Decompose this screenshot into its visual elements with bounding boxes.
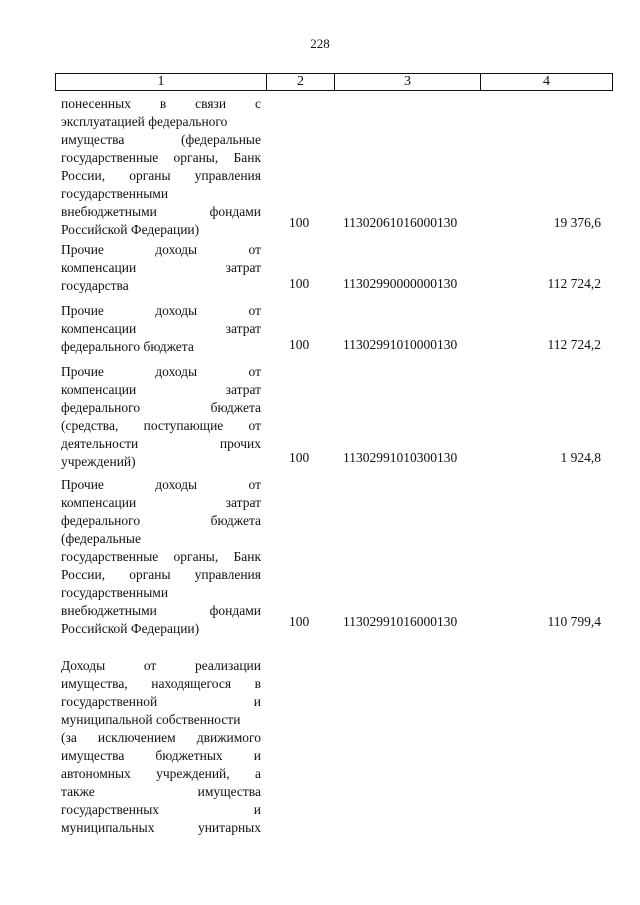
desc-line: имущества (федеральные (61, 132, 261, 147)
desc-line: федерального бюджета (61, 400, 261, 415)
desc-line: Доходы от реализации (61, 658, 261, 673)
desc-line: государственных и (61, 802, 261, 817)
desc-line: государственной и (61, 694, 261, 709)
table-row (61, 476, 601, 638)
desc-line: имущества, находящегося в (61, 676, 261, 691)
desc-line: (федеральные (61, 531, 141, 546)
row-code: 100 (289, 614, 310, 629)
desc-line: государственные органы, Банк (61, 150, 261, 165)
row-code: 100 (289, 215, 310, 230)
desc-line: компенсации затрат (61, 260, 261, 275)
table-row (61, 95, 601, 239)
row-description (61, 302, 261, 356)
desc-line: Прочие доходы от (61, 303, 261, 318)
header-col-4: 4 (543, 74, 550, 89)
row-code: 100 (289, 337, 310, 352)
row-kbk: 11302991016000130 (343, 614, 458, 629)
desc-line: компенсации затрат (61, 495, 261, 510)
desc-line: России, органы управления (61, 168, 261, 183)
header-col-3: 3 (335, 74, 481, 90)
desc-line: государственными (61, 585, 169, 600)
desc-line: государственными (61, 186, 169, 201)
table-row (61, 657, 601, 837)
row-kbk: 11302061016000130 (343, 215, 458, 230)
desc-line: компенсации затрат (61, 321, 261, 336)
row-amount: 1 924,8 (560, 450, 601, 465)
desc-line: муниципальной собственности (61, 712, 241, 727)
table-row (61, 363, 601, 471)
row-kbk: 11302991010000130 (343, 337, 458, 352)
row-description (61, 241, 261, 295)
row-code: 100 (289, 276, 310, 291)
desc-line: (за исключением движимого (61, 730, 261, 745)
table-header (55, 73, 613, 91)
row-amount: 112 724,2 (547, 276, 601, 291)
table-row (61, 241, 601, 297)
row-description (61, 657, 261, 837)
row-code: 100 (289, 450, 310, 465)
desc-line: эксплуатацией федерального (61, 114, 228, 129)
desc-line: (средства, поступающие от (61, 418, 261, 433)
table-row (61, 302, 601, 358)
row-amount: 110 799,4 (547, 614, 601, 629)
desc-line: автономных учреждений, а (61, 766, 261, 781)
desc-line: имущества бюджетных и (61, 748, 261, 763)
row-amount: 19 376,6 (553, 215, 601, 230)
desc-line: муниципальных унитарных (61, 820, 261, 835)
page-number: 228 (310, 36, 330, 51)
desc-line: понесенных в связи с (61, 96, 261, 111)
desc-line: России, органы управления (61, 567, 261, 582)
desc-line: учреждений) (61, 454, 136, 469)
desc-line: также имущества (61, 784, 261, 799)
desc-line: Прочие доходы от (61, 242, 261, 257)
desc-line: федерального бюджета (61, 513, 261, 528)
desc-line: деятельности прочих (61, 436, 261, 451)
desc-line: внебюджетными фондами (61, 204, 261, 219)
row-kbk: 11302991010300130 (343, 450, 458, 465)
row-description (61, 476, 261, 638)
desc-line: Российской Федерации) (61, 621, 200, 636)
desc-line: государства (61, 278, 129, 293)
desc-line: Прочие доходы от (61, 364, 261, 379)
desc-line: федерального бюджета (61, 339, 194, 354)
desc-line: Прочие доходы от (61, 477, 261, 492)
row-amount: 112 724,2 (547, 337, 601, 352)
header-col-2: 2 (267, 74, 335, 90)
row-description (61, 95, 261, 239)
row-description (61, 363, 261, 471)
desc-line: внебюджетными фондами (61, 603, 261, 618)
desc-line: государственные органы, Банк (61, 549, 261, 564)
desc-line: компенсации затрат (61, 382, 261, 397)
header-col-1: 1 (56, 74, 267, 90)
row-kbk: 11302990000000130 (343, 276, 458, 291)
desc-line: Российской Федерации) (61, 222, 200, 237)
